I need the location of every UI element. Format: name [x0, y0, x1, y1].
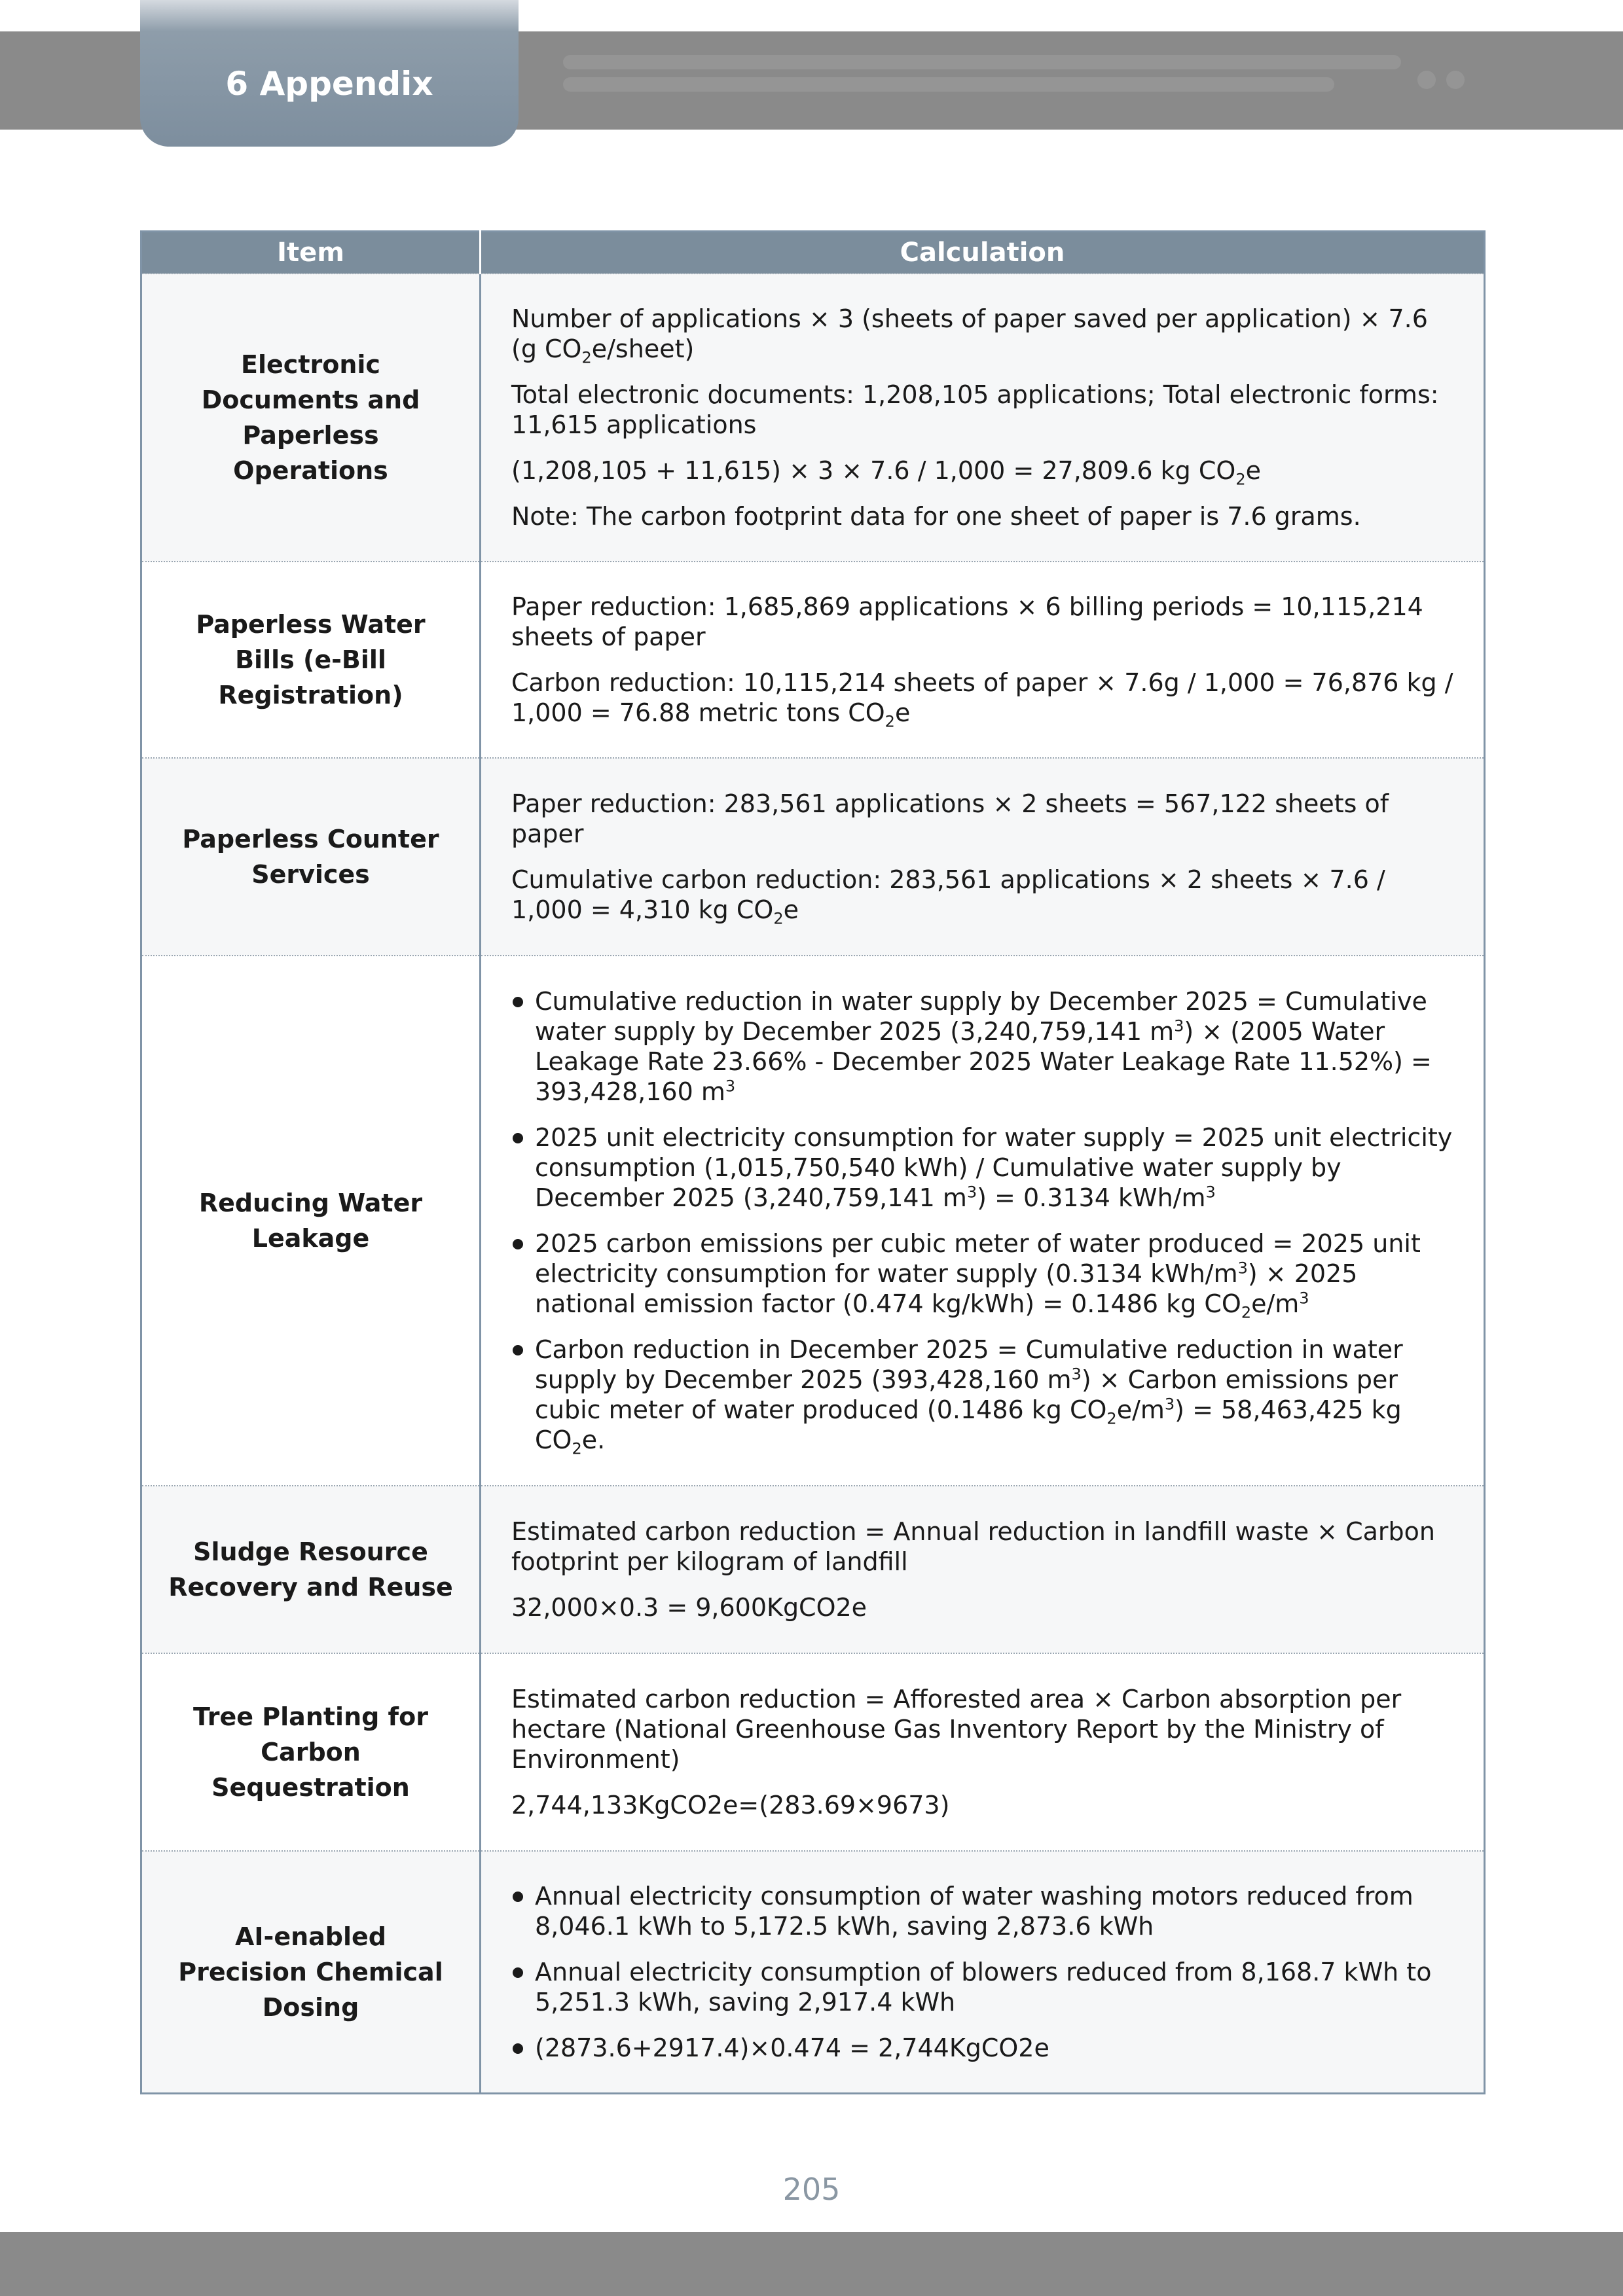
item-cell: Reducing Water Leakage — [141, 956, 481, 1486]
text-run: Estimated carbon reduction = Annual reduction in landfill waste × Carbon footprint per kilogram of landfill — [511, 1517, 1435, 1576]
text-run: Cumulative reduction in water supply by December 2025 = Cumulative water supply by December 2025 (3,240,759,141 m — [535, 987, 1427, 1046]
calculation-line — [511, 789, 1455, 849]
superscript: 3 — [1174, 1016, 1184, 1035]
list-item — [511, 1335, 1455, 1458]
header-faint-text-decoration — [563, 47, 1401, 113]
table-row — [141, 562, 1485, 758]
text-run: Carbon reduction in December 2025 = Cumulative reduction in water supply by December 2025 (393,428,160 m — [535, 1335, 1403, 1394]
item-cell: Electronic Documents and Paperless Operations — [141, 274, 481, 562]
subscript: 2 — [1235, 470, 1246, 489]
text-run: e — [894, 698, 911, 727]
text-run: (1,208,105 + 11,615) × 3 × 7.6 / 1,000 = 27,809.6 kg CO — [511, 456, 1236, 485]
text-run: ) = 58,463,425 kg CO — [535, 1395, 1402, 1454]
superscript: 3 — [966, 1183, 977, 1202]
calculation-cell — [481, 956, 1485, 1486]
calculation-line — [511, 1592, 1455, 1623]
table-header-row — [141, 232, 1485, 274]
text-run: ) × 2025 national emission factor (0.474 kg/kWh) = 0.1486 kg CO — [535, 1259, 1358, 1318]
text-run: 32,000×0.3 = 9,600KgCO2e — [511, 1593, 867, 1622]
calculation-line — [511, 668, 1455, 731]
text-run: e — [1245, 456, 1261, 485]
calculation-bullet-list — [511, 986, 1455, 1458]
appendix-calculation-table — [140, 230, 1486, 2094]
superscript: 3 — [725, 1077, 736, 1096]
text-run: e/m — [1251, 1289, 1300, 1318]
calculation-line — [511, 456, 1455, 489]
list-item — [511, 986, 1455, 1107]
text-run: Carbon reduction: 10,115,214 sheets of paper × 7.6g / 1,000 = 76,876 kg / 1,000 = 76.88 metric tons CO — [511, 668, 1453, 727]
superscript: 3 — [1237, 1259, 1248, 1278]
text-run: (2873.6+2917.4)×0.474 = 2,744KgCO2e — [535, 2033, 1049, 2062]
table-row — [141, 274, 1485, 562]
text-run: e — [783, 895, 799, 924]
list-item — [511, 1229, 1455, 1322]
calculation-cell — [481, 758, 1485, 956]
text-run: Total electronic documents: 1,208,105 applications; Total electronic forms: 11,615 applications — [511, 380, 1439, 439]
subscript: 2 — [572, 1439, 582, 1458]
text-run: Annual electricity consumption of water washing motors reduced from 8,046.1 kWh to 5,172.5 kWh, saving 2,873.6 kWh — [535, 1881, 1413, 1941]
text-run: 2025 carbon emissions per cubic meter of water produced = 2025 unit electricity consumption for water supply (0.3134 kWh/m — [535, 1229, 1421, 1288]
list-item — [511, 2033, 1455, 2063]
text-run: Cumulative carbon reduction: 283,561 applications × 2 sheets × 7.6 / 1,000 = 4,310 kg CO — [511, 865, 1385, 924]
calculation-line — [511, 1790, 1455, 1820]
text-run: 2,744,133KgCO2e=(283.69×9673) — [511, 1791, 950, 1820]
text-run: ) × (2005 Water Leakage Rate 23.66% - December 2025 Water Leakage Rate 11.52%) = 393,428,160 m — [535, 1017, 1432, 1106]
list-item — [511, 1957, 1455, 2017]
table-row — [141, 1851, 1485, 2093]
text-run: Note: The carbon footprint data for one sheet of paper is 7.6 grams. — [511, 502, 1361, 531]
calculation-cell — [481, 1653, 1485, 1851]
calculation-bullet-list — [511, 1881, 1455, 2063]
calculation-line — [511, 592, 1455, 652]
superscript: 3 — [1071, 1365, 1082, 1384]
list-item — [511, 1881, 1455, 1941]
calculation-cell — [481, 274, 1485, 562]
subscript: 2 — [773, 909, 784, 928]
calculation-line — [511, 1684, 1455, 1774]
list-item — [511, 1122, 1455, 1213]
calculation-line — [511, 1516, 1455, 1577]
subscript: 2 — [884, 712, 895, 731]
text-run: ) × Carbon emissions per cubic meter of water produced (0.1486 kg CO — [535, 1365, 1398, 1424]
text-run: Annual electricity consumption of blowers reduced from 8,168.7 kWh to 5,251.3 kWh, saving 2,917.4 kWh — [535, 1957, 1432, 2017]
text-run: Estimated carbon reduction = Afforested area × Carbon absorption per hectare (National Greenhouse Gas Inventory Report by the Ministry of Environment) — [511, 1685, 1402, 1774]
text-run: Paper reduction: 283,561 applications × 2 sheets = 567,122 sheets of paper — [511, 789, 1389, 848]
calculation-cell — [481, 562, 1485, 758]
table-row — [141, 956, 1485, 1486]
subscript: 2 — [1106, 1409, 1117, 1428]
footer-band — [0, 2232, 1623, 2296]
page-number: 205 — [782, 2172, 841, 2207]
superscript: 3 — [1205, 1183, 1216, 1202]
table-row — [141, 758, 1485, 956]
calculation-line — [511, 501, 1455, 531]
item-cell: Paperless Water Bills (e-Bill Registration) — [141, 562, 481, 758]
text-run: e/m — [1116, 1395, 1165, 1424]
item-cell: AI-enabled Precision Chemical Dosing — [141, 1851, 481, 2093]
superscript: 3 — [1299, 1289, 1309, 1308]
calculation-cell — [481, 1486, 1485, 1653]
calculation-line — [511, 865, 1455, 928]
text-run: e/sheet) — [591, 334, 695, 363]
subscript: 2 — [1241, 1303, 1252, 1322]
column-header-calculation: Calculation — [481, 232, 1485, 274]
item-cell: Paperless Counter Services — [141, 758, 481, 956]
subscript: 2 — [581, 348, 592, 367]
table-row — [141, 1486, 1485, 1653]
header-faint-icons — [1417, 71, 1475, 92]
section-title: 6 Appendix — [225, 65, 433, 103]
text-run: Paper reduction: 1,685,869 applications × 6 billing periods = 10,115,214 sheets of paper — [511, 592, 1423, 651]
text-run: Number of applications × 3 (sheets of paper saved per application) × 7.6 (g CO — [511, 304, 1428, 363]
item-cell: Tree Planting for Carbon Sequestration — [141, 1653, 481, 1851]
item-cell: Sludge Resource Recovery and Reuse — [141, 1486, 481, 1653]
calculation-line — [511, 304, 1455, 367]
text-run: ) = 0.3134 kWh/m — [977, 1183, 1206, 1212]
text-run: 2025 unit electricity consumption for water supply = 2025 unit electricity consumption (1,015,750,540 kWh) / Cumulative water supply by December 2025 (3,240,759,141 m — [535, 1123, 1453, 1212]
text-run: e. — [581, 1426, 606, 1454]
column-header-item: Item — [141, 232, 481, 274]
table-body — [141, 274, 1485, 2093]
table-row — [141, 1653, 1485, 1851]
superscript: 3 — [1164, 1395, 1175, 1414]
calculation-cell — [481, 1851, 1485, 2093]
calculation-line — [511, 380, 1455, 440]
